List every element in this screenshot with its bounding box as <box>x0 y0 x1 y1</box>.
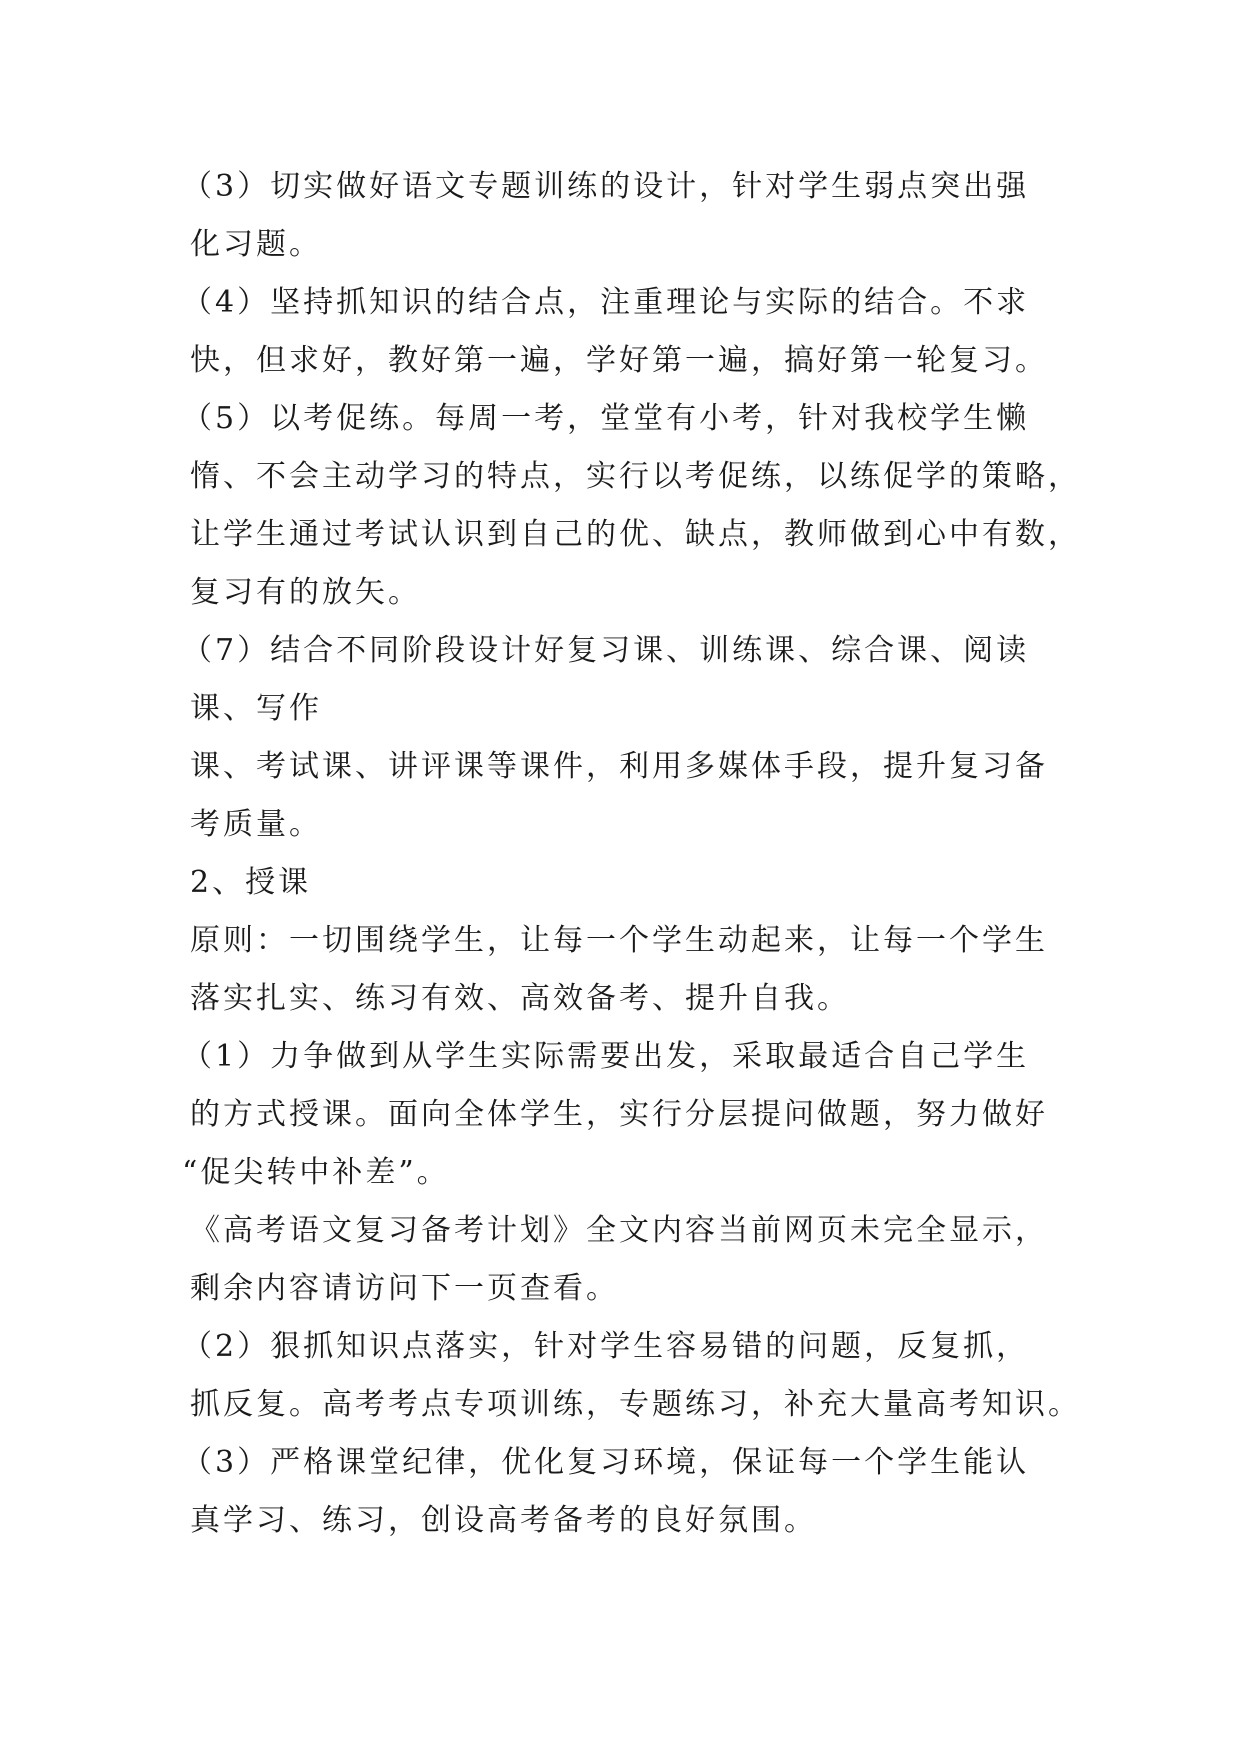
text-line: （3）切实做好语文专题训练的设计，针对学生弱点突出强 <box>182 169 1030 204</box>
text-line: 课、写作 <box>190 691 322 726</box>
text-line: 化习题。 <box>190 227 322 262</box>
text-line: （2）狠抓知识点落实，针对学生容易错的问题，反复抓， <box>182 1329 1030 1364</box>
text-line: （4）坚持抓知识的结合点，注重理论与实际的结合。不求 <box>182 285 1030 320</box>
text-line: 让学生通过考试认识到自己的优、缺点，教师做到心中有数， <box>190 517 1081 552</box>
text-line: 抓反复。高考考点专项训练，专题练习，补充大量高考知识。 <box>190 1387 1081 1422</box>
section-heading: 2、授课 <box>190 865 312 900</box>
text-line: 课、考试课、讲评课等课件，利用多媒体手段，提升复习备 <box>190 749 1048 784</box>
text-line: （5）以考促练。每周一考，堂堂有小考，针对我校学生懒 <box>182 401 1030 436</box>
text-line: “促尖转中补差”。 <box>182 1155 450 1190</box>
text-line: 考质量。 <box>190 807 322 842</box>
text-line: （1）力争做到从学生实际需要出发，采取最适合自己学生 <box>182 1039 1030 1074</box>
text-line: 原则：一切围绕学生，让每一个学生动起来，让每一个学生 <box>190 923 1048 958</box>
text-line: （3）严格课堂纪律，优化复习环境，保证每一个学生能认 <box>182 1445 1030 1480</box>
text-line: 真学习、练习，创设高考备考的良好氛围。 <box>190 1503 817 1538</box>
text-line: （7）结合不同阶段设计好复习课、训练课、综合课、阅读 <box>182 633 1030 668</box>
text-line: 复习有的放矢。 <box>190 575 421 610</box>
text-line: 快，但求好，教好第一遍，学好第一遍，搞好第一轮复习。 <box>190 343 1048 378</box>
text-line: 的方式授课。面向全体学生，实行分层提问做题，努力做好 <box>190 1097 1048 1132</box>
text-line: 落实扎实、练习有效、高效备考、提升自我。 <box>190 981 850 1016</box>
document-body <box>182 158 1081 1550</box>
notice-line: 剩余内容请访问下一页查看。 <box>190 1271 619 1306</box>
notice-line: 《高考语文复习备考计划》全文内容当前网页未完全显示， <box>190 1213 1048 1248</box>
text-line: 惰、不会主动学习的特点，实行以考促练，以练促学的策略， <box>190 459 1081 494</box>
